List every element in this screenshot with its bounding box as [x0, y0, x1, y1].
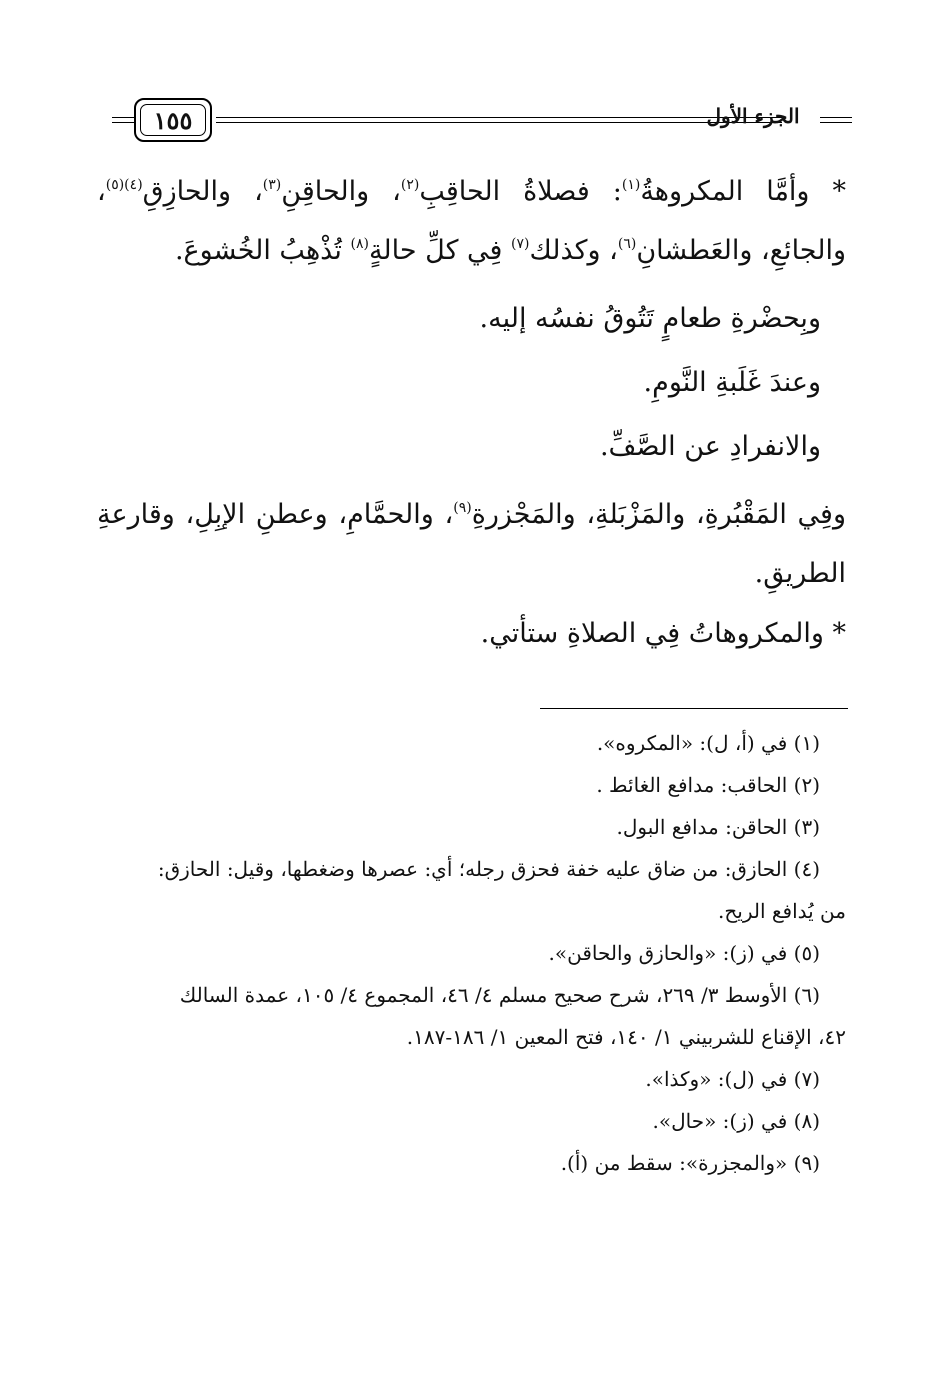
footnote-text: الأوسط ٣/ ٢٦٩، شرح صحيح مسلم ٤/ ٤٦، المجموع ٤/ ١٠٥، عمدة السالك — [179, 983, 788, 1007]
footnote-number: (٧) — [793, 1067, 820, 1091]
footnote-text: «والمجزرة»: سقط من (أ). — [560, 1151, 788, 1175]
text-segment: : فصلاةُ الحاقِبِ — [419, 176, 622, 207]
footnote-ref[interactable]: (٩) — [453, 500, 472, 516]
footnote-ref[interactable]: (٨) — [350, 236, 369, 252]
footnote-text: في (أ، ل): «المكروه». — [596, 731, 788, 755]
text-segment: وأمَّا المكروهةُ — [640, 176, 810, 207]
footnote-7 — [97, 1058, 846, 1100]
footnote-ref[interactable]: (٦) — [617, 236, 637, 252]
footnote-ref[interactable]: (٣) — [262, 177, 282, 193]
header-rule-left — [112, 117, 134, 123]
footnote-ref[interactable]: (٧) — [511, 236, 530, 252]
footnote-2 — [97, 764, 846, 806]
footnote-8 — [97, 1100, 846, 1142]
footnote-number: (٥) — [793, 941, 820, 965]
footnote-continuation: ٤٢، الإقناع للشربيني ١/ ١٤٠، فتح المعين ١/ ١٨٦-١٨٧. — [406, 1025, 846, 1049]
text-segment: ، والحمَّامِ، وعطنِ الإبِلِ، وقارعةِ الطريقِ. — [97, 499, 846, 589]
running-title: الجزء الأول — [706, 104, 800, 128]
footnote-text: في (ل): «وكذا». — [645, 1067, 788, 1091]
footnote-text: في (ز): «والحازق والحاقن». — [548, 941, 788, 965]
footnote-number: (٨) — [793, 1109, 820, 1133]
star-marker: * — [832, 176, 846, 207]
star-marker: * — [832, 618, 846, 649]
footnotes — [97, 722, 846, 1184]
page-number: ١٥٥ — [140, 104, 206, 136]
footnote-number: (٩) — [793, 1151, 820, 1175]
footnote-text: الحاقن: مدافع البول. — [616, 815, 788, 839]
footnote-1 — [97, 722, 846, 764]
paragraph-alone: والانفرادِ عن الصَّفِّ. — [599, 431, 821, 462]
paragraph-makruhat-prayer — [97, 604, 846, 663]
text-segment: فِي كلِّ حالةٍ — [368, 235, 512, 266]
footnote-separator — [540, 708, 848, 709]
text-segment: ، والجائعِ، والعَطشانِ — [97, 176, 846, 266]
paragraph-food: وبِحضْرةِ طعامٍ تَتُوقُ نفسُه إليه. — [479, 303, 821, 334]
footnote-number: (٤) — [793, 857, 820, 881]
footnote-3 — [97, 806, 846, 848]
text-segment: ، وكذلك — [529, 235, 618, 266]
footnote-6 — [97, 974, 846, 1058]
paragraph-places — [97, 485, 846, 603]
footnote-5 — [97, 932, 846, 974]
text-segment: تُذْهِبُ الخُشوعَ. — [174, 235, 351, 266]
footnote-9 — [97, 1142, 846, 1184]
text-segment: ، والحاقِنِ — [281, 176, 401, 207]
page-number-frame — [134, 98, 212, 142]
footnote-text: الحاقب: مدافع الغائط . — [596, 773, 788, 797]
footnote-continuation: من يُدافع الريح. — [718, 899, 846, 923]
footnote-ref[interactable]: (١) — [621, 177, 641, 193]
footnote-number: (١) — [793, 731, 820, 755]
page-header — [100, 92, 852, 152]
paragraph-makruhat-list — [97, 162, 846, 280]
footnote-4 — [97, 848, 846, 932]
text-segment: والمكروهاتُ فِي الصلاةِ ستأتي. — [480, 618, 824, 649]
header-rule-right — [820, 117, 852, 123]
footnote-text: الحازق: من ضاق عليه خفة فحزق رجله؛ أي: عصرها وضغطها، وقيل: الحازق: — [157, 857, 788, 881]
text-segment: ، والحازِقِ — [142, 176, 263, 207]
footnote-text: في (ز): «حال». — [652, 1109, 788, 1133]
footnote-number: (٢) — [793, 773, 820, 797]
footnote-number: (٣) — [793, 815, 820, 839]
paragraph-sleep: وعندَ غَلَبةِ النَّومِ. — [643, 367, 821, 398]
footnote-number: (٦) — [793, 983, 820, 1007]
footnote-ref[interactable]: (٢) — [400, 177, 420, 193]
text-segment: وفِي المَقْبُرةِ، والمَزْبَلةِ، والمَجْزرةِ — [471, 499, 847, 530]
footnote-ref[interactable]: (٤)(٥) — [105, 177, 143, 193]
